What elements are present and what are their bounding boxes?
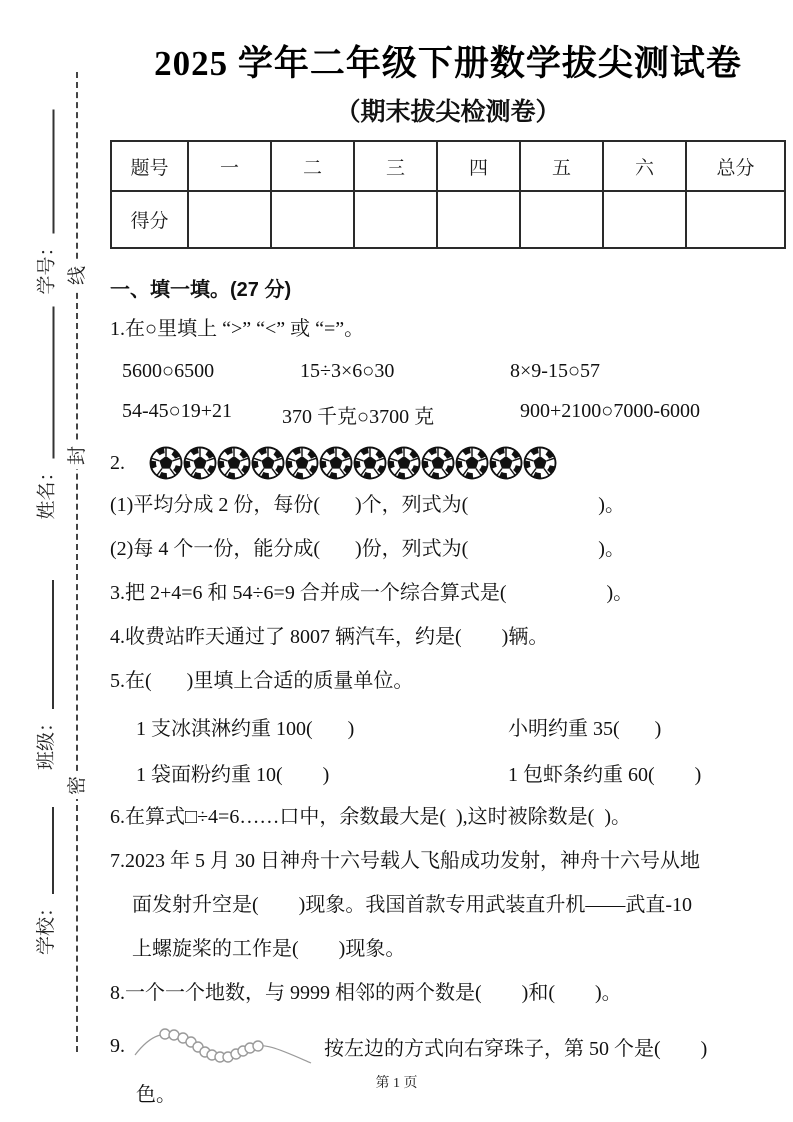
score-cell-empty bbox=[271, 191, 354, 248]
score-table-header-cell: 六 bbox=[603, 141, 686, 191]
question-2-sub-1: (1)平均分成 2 份，每份( )个，列式为( )。 bbox=[110, 494, 625, 516]
soccer-ball-icon bbox=[353, 446, 387, 480]
section-1-heading: 一、填一填。(27 分) bbox=[110, 279, 292, 301]
page-number: 第 1 页 bbox=[375, 1076, 418, 1091]
question-1-row-2 bbox=[110, 400, 786, 429]
question-8: 8.一个一个地数，与 9999 相邻的两个数是( )和( )。 bbox=[110, 982, 622, 1004]
soccer-ball-icon bbox=[455, 446, 489, 480]
score-table-header-cell: 五 bbox=[520, 141, 603, 191]
question-2-illustration-row bbox=[110, 446, 786, 480]
soccer-ball-icon bbox=[319, 446, 353, 480]
score-cell-empty bbox=[188, 191, 271, 248]
q5-item: 1 支冰淇淋约重 100( ) bbox=[136, 718, 355, 740]
soccer-ball-icon bbox=[251, 446, 285, 480]
question-5-row-2 bbox=[110, 758, 786, 787]
question-7-line-1: 7.2023 年 5 月 30 日神舟十六号载人飞船成功发射，神舟十六号从地 bbox=[110, 850, 700, 872]
question-9-text: 按左边的方式向右穿珠子，第 50 个是( ) bbox=[324, 1037, 708, 1060]
score-table-header-cell: 三 bbox=[354, 141, 437, 191]
score-table-header-cell: 题号 bbox=[111, 141, 188, 191]
question-1-text: 1.在○里填上 “>” “<” 或 “=”。 bbox=[110, 318, 365, 340]
school-blank-line bbox=[52, 807, 54, 894]
q1-expression: 54-45○19+21 bbox=[122, 400, 233, 422]
student-id-blank-line bbox=[53, 110, 55, 234]
class-blank-line bbox=[52, 580, 54, 709]
name-label: 姓名： bbox=[36, 462, 58, 520]
question-1-row-1 bbox=[110, 360, 786, 383]
q1-expression: 370 千克○3700 克 bbox=[282, 406, 435, 428]
question-7-line-2: 面发射升空是( )现象。我国首款专用武装直升机——武直-10 bbox=[132, 894, 692, 916]
soccer-ball-icon bbox=[421, 446, 455, 480]
question-2-sub-2: (2)每 4 个一份，能分成( )份，列式为( )。 bbox=[110, 538, 625, 560]
soccer-ball-icon bbox=[183, 446, 217, 480]
score-row-label: 得分 bbox=[111, 191, 188, 248]
q1-expression: 900+2100○7000-6000 bbox=[520, 400, 701, 422]
student-id-label: 学号： bbox=[36, 237, 58, 295]
q5-item: 小明约重 35( ) bbox=[508, 718, 662, 740]
score-table-score-row bbox=[111, 191, 785, 248]
soccer-ball-icon bbox=[149, 446, 183, 480]
score-cell-empty bbox=[437, 191, 520, 248]
question-7-line-3: 上螺旋桨的工作是( )现象。 bbox=[132, 938, 406, 960]
score-table bbox=[110, 140, 786, 249]
score-table-header-cell: 四 bbox=[437, 141, 520, 191]
name-field bbox=[33, 307, 59, 520]
bead-string-illustration bbox=[131, 1024, 316, 1068]
question-2-number: 2. bbox=[110, 451, 125, 474]
score-cell-empty bbox=[603, 191, 686, 248]
school-label: 学校： bbox=[36, 897, 57, 955]
soccer-ball-icon bbox=[489, 446, 523, 480]
question-4: 4.收费站昨天通过了 8007 辆汽车，约是( )辆。 bbox=[110, 626, 549, 648]
soccer-ball-icon bbox=[285, 446, 319, 480]
student-id-field bbox=[33, 110, 59, 295]
class-field bbox=[32, 580, 58, 770]
q5-item: 1 包虾条约重 60( ) bbox=[508, 764, 702, 786]
question-9-number: 9. bbox=[110, 1034, 125, 1057]
page-title: 2025 学年二年级下册数学拔尖测试卷 bbox=[154, 44, 742, 83]
q5-item: 1 袋面粉约重 10( ) bbox=[136, 764, 330, 786]
question-9-row bbox=[110, 1024, 786, 1068]
q1-expression: 8×9-15○57 bbox=[510, 360, 601, 382]
seal-char-feng: 封 bbox=[64, 442, 91, 469]
score-table-header-cell: 一 bbox=[188, 141, 271, 191]
q1-expression: 5600○6500 bbox=[122, 360, 215, 382]
class-label: 班级： bbox=[36, 712, 57, 770]
page-subtitle: （期末拔尖检测卷） bbox=[335, 99, 561, 126]
score-table-header-row bbox=[111, 141, 785, 191]
content-column bbox=[110, 0, 786, 1122]
score-cell-empty bbox=[354, 191, 437, 248]
school-field bbox=[32, 807, 58, 955]
q1-expression: 15÷3×6○30 bbox=[300, 360, 395, 382]
soccer-ball-group bbox=[149, 446, 557, 480]
soccer-ball-icon bbox=[523, 446, 557, 480]
name-blank-line bbox=[53, 307, 55, 459]
soccer-ball-icon bbox=[387, 446, 421, 480]
score-table-header-cell: 总分 bbox=[686, 141, 785, 191]
seal-char-mi: 密 bbox=[64, 772, 91, 799]
question-3: 3.把 2+4=6 和 54÷6=9 合并成一个综合算式是( )。 bbox=[110, 582, 634, 604]
score-table-header-cell: 二 bbox=[271, 141, 354, 191]
score-cell-empty bbox=[686, 191, 785, 248]
question-5: 5.在( )里填上合适的质量单位。 bbox=[110, 670, 414, 692]
seal-char-xian: 线 bbox=[64, 262, 91, 289]
question-9-continuation: 色。 bbox=[136, 1084, 176, 1106]
score-cell-empty bbox=[520, 191, 603, 248]
soccer-ball-icon bbox=[217, 446, 251, 480]
seal-dashed-line bbox=[76, 72, 78, 1052]
question-5-row-1 bbox=[110, 712, 786, 741]
question-6: 6.在算式□÷4=6……口中，余数最大是( ),这时被除数是( )。 bbox=[110, 806, 631, 828]
